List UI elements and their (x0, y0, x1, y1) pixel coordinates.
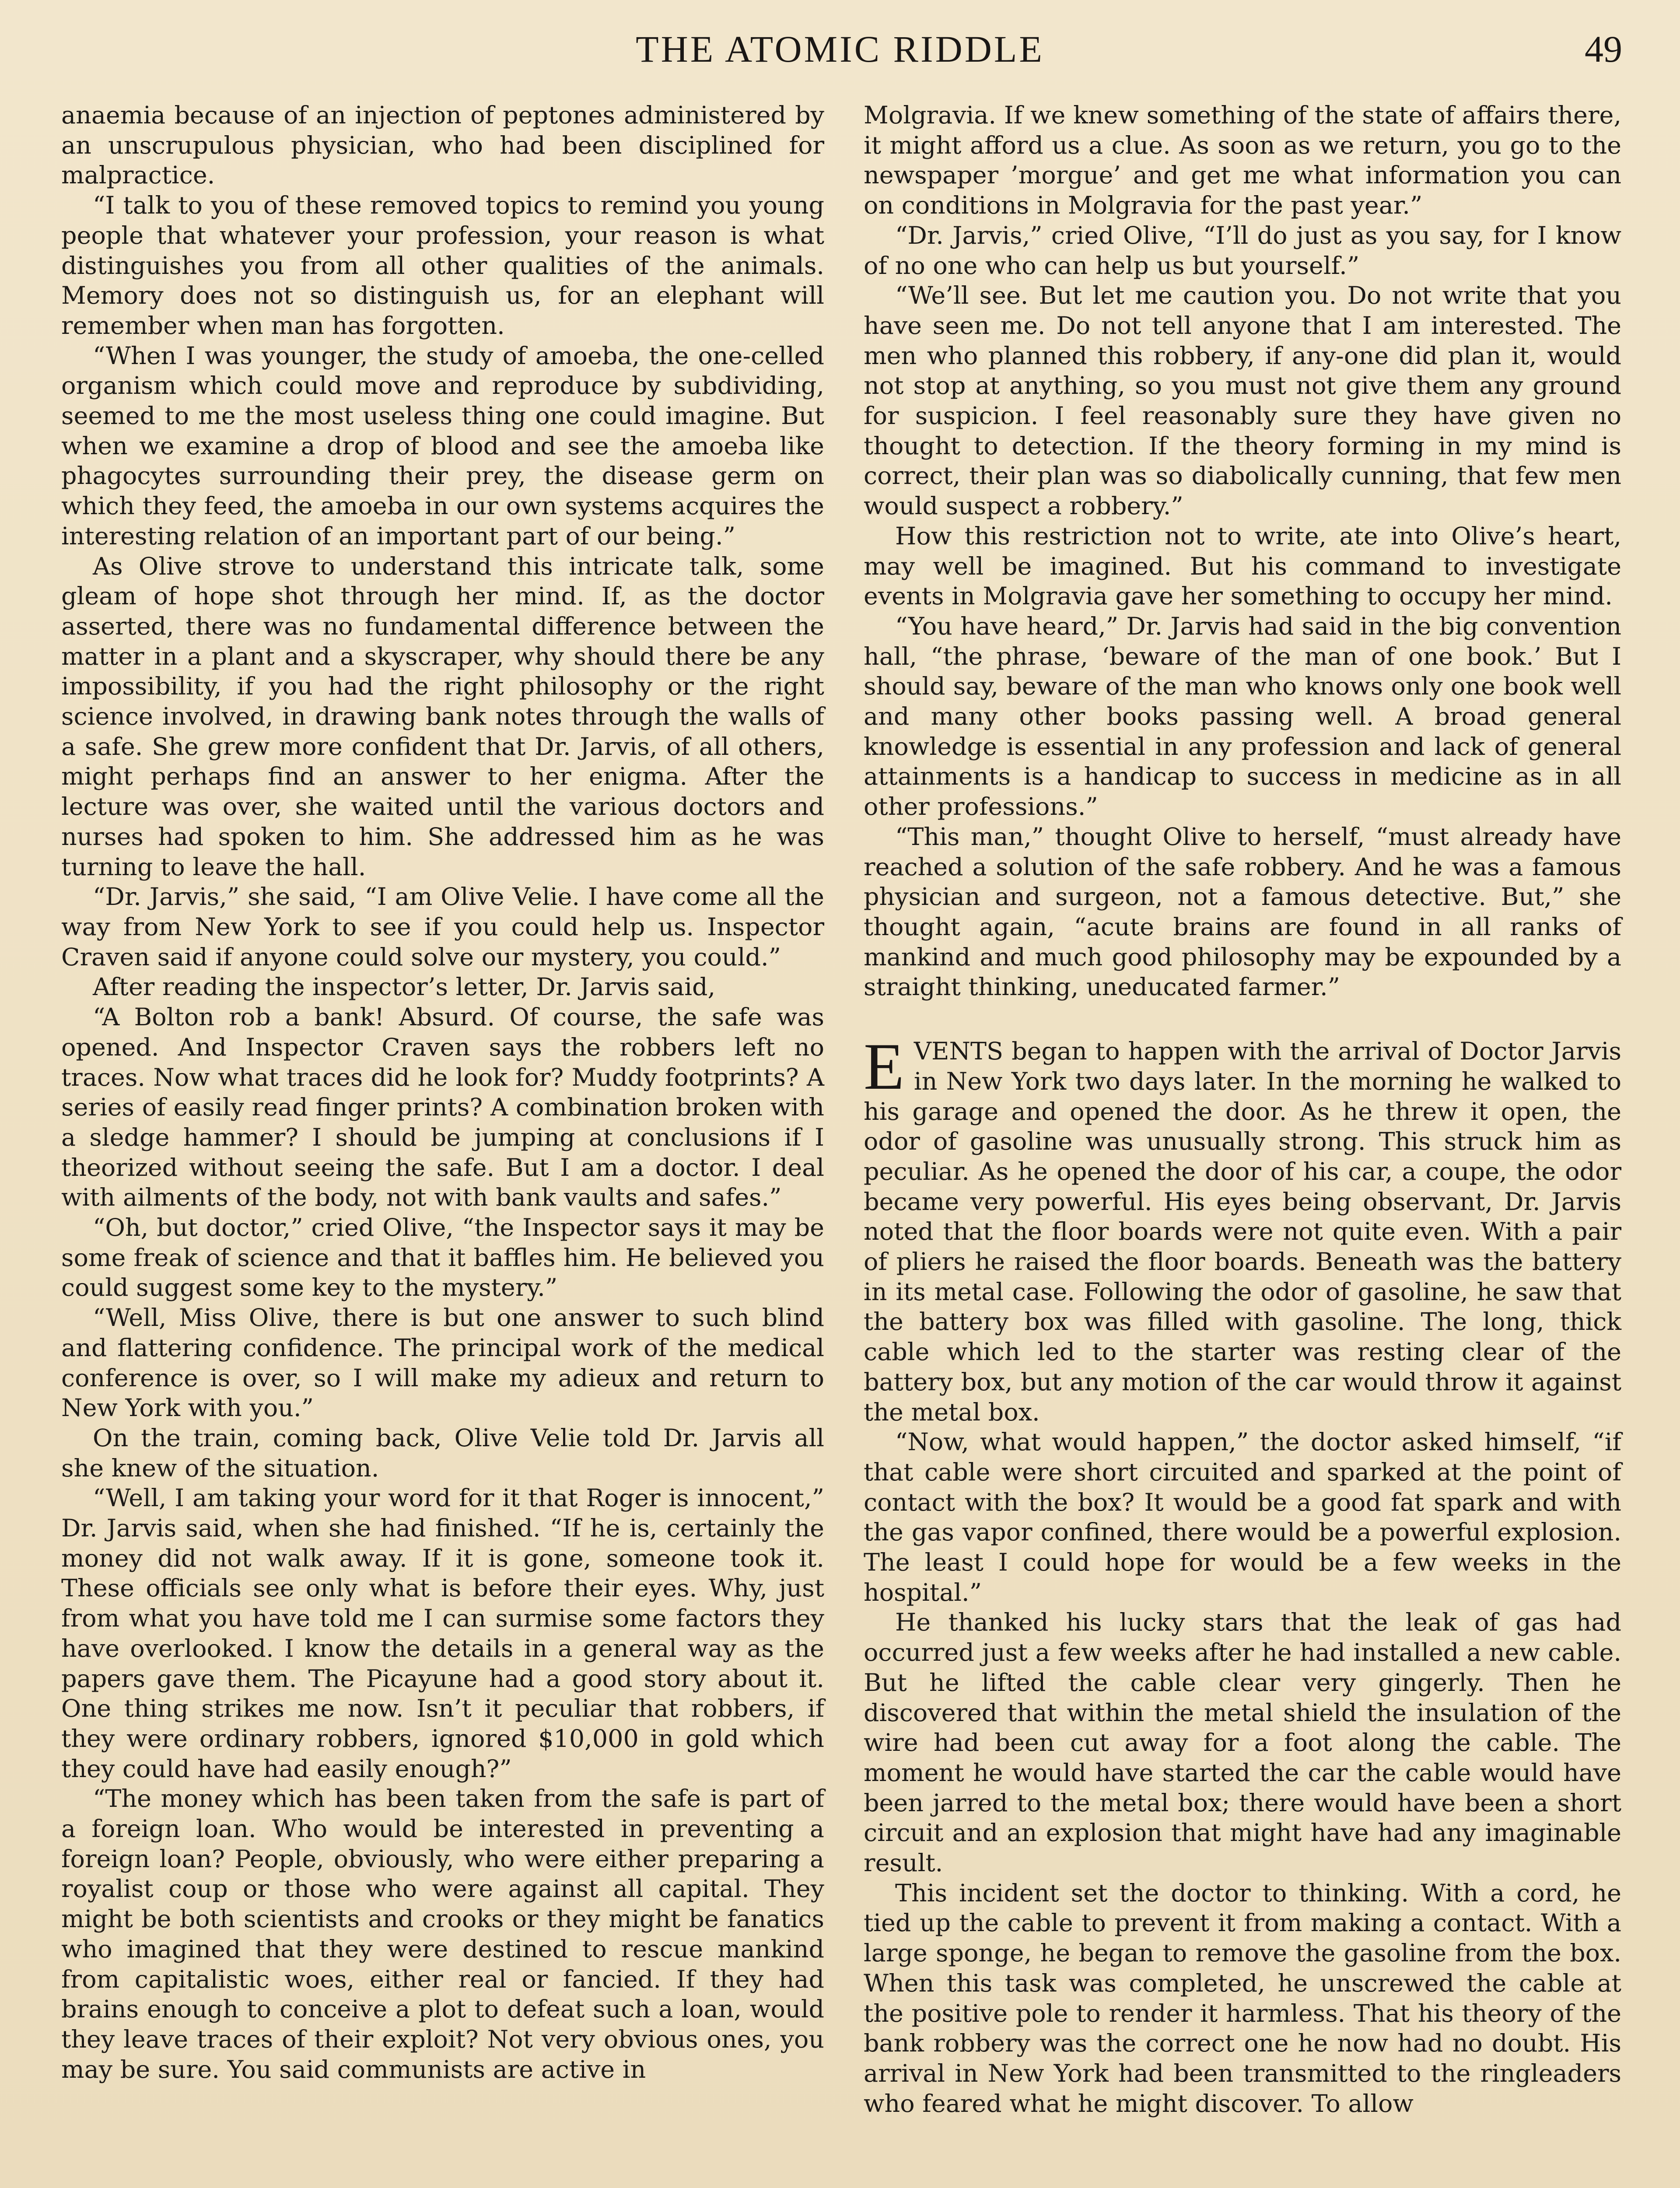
paragraph: “A Bolton rob a bank! Absurd. Of course, the safe was opened. And Inspector Craven says the robbers left no traces. Now what traces did he look for? Muddy footprints? A series of easily read finger prints? A combination broken with a sledge hammer? I should be jumping at conclusions if I theorized without seeing the safe. But I am a doctor. I deal with ailments of the body, not with bank vaults and safes.” (61, 1003, 824, 1212)
section-opening-text: VENTS began to happen with the arrival of Doctor Jarvis in New York two days later. In the morning he walked to his garage and opened the door. As he threw it open, the odor of gasoline was unusually strong. This struck him as peculiar. As he opened the door of his car, a coupe, the odor became very powerful. His eyes being observant, Dr. Jarvis noted that the floor boards were not quite even. With a pair of pliers he raised the floor boards. Beneath was the battery in its metal case. Following the odor of gasoline, he saw that the battery box was filled with gasoline. The long, thick cable which led to the starter was resting clear of the battery box, but any motion of the car would throw it against the metal box. (864, 1037, 1621, 1427)
running-title: THE ATOMIC RIDDLE (636, 28, 1044, 70)
paragraph: After reading the inspector’s letter, Dr. Jarvis said, (93, 973, 716, 1002)
paragraph: He thanked his lucky stars that the leak of gas had occurred just a few weeks after he had installed a new cable. But he lifted the cable clear very gingerly. Then he discovered that within the metal shield the insulation of the wire had been cut away for a foot along the cable. The moment he would have started the car the cable would have been jarred to the metal box; there would have been a short circuit and an explosion that might have had any imaginable result. (864, 1608, 1621, 1878)
left-column (61, 101, 824, 2085)
paragraph: “Oh, but doctor,” cried Olive, “the Inspector says it may be some freak of science and that it baffles him. He believed you could suggest some key to the mystery.” (61, 1213, 824, 1302)
section-break (864, 1003, 1621, 1037)
paragraph: “When I was younger, the study of amoeba, the one-celled organism which could move and reproduce by subdividing, seemed to me the most useless thing one could imagine. But when we examine a drop of blood and see the amoeba like phagocytes surrounding their prey, the disease germ on which they feed, the amoeba in our own systems acquires the interesting relation of an important part of our being.” (61, 341, 824, 551)
paragraph: “Dr. Jarvis,” she said, “I am Olive Velie. I have come all the way from New York to see if you could help us. Inspector Craven said if anyone could solve our mystery, you could.” (61, 883, 824, 971)
drop-cap: E (864, 1030, 904, 1104)
paragraph: As Olive strove to understand this intricate talk, some gleam of hope shot through her mind. If, as the doctor asserted, there was no fundamental difference between the matter in a plant and a skyscraper, why should there be any impossibility, if you had the right philosophy or the right science involved, in drawing bank notes through the walls of a safe. She grew more confident that Dr. Jarvis, of all others, might perhaps find an answer to her enigma. After the lecture was over, she waited until the various doctors and nurses had spoken to him. She addressed him as he was turning to leave the hall. (61, 552, 824, 881)
right-column (864, 101, 1621, 2119)
paragraph: “You have heard,” Dr. Jarvis had said in the big convention hall, “the phrase, ‘beware of the man of one book.’ But I should say, beware of the man who knows only one book well and many other books passing well. A broad general knowledge is essential in any profession and lack of general attainments is a handicap to success in medicine as in all other professions.” (864, 612, 1621, 821)
paragraph: “We’ll see. But let me caution you. Do not write that you have seen me. Do not tell anyone that I am interested. The men who planned this robbery, if any-one did plan it, would not stop at anything, so you must not give them any ground for suspicion. I feel reasonably sure they have given no thought to detection. If the theory forming in my mind is correct, their plan was so diabolically cunning, that few men would suspect a robbery.” (864, 281, 1621, 521)
page-number: 49 (1585, 28, 1622, 70)
paragraph: “I talk to you of these removed topics to remind you young people that whatever your profession, your reason is what distinguishes you from all other qualities of the animals. Memory does not so distinguish us, for an elephant will remember when man has forgotten. (61, 191, 824, 340)
paragraph: “Now, what would happen,” the doctor asked himself, “if that cable were short circuited and sparked at the point of contact with the box? It would be a good fat spark and with the gas vapor confined, there would be a powerful explosion. The least I could hope for would be a few weeks in the hospital.” (864, 1428, 1621, 1607)
section-opening-paragraph (864, 1030, 1621, 1427)
paragraph: “Well, I am taking your word for it that Roger is innocent,” Dr. Jarvis said, when she had finished. “If he is, certainly the money did not walk away. If it is gone, someone took it. These officials see only what is before their eyes. Why, just from what you have told me I can surmise some factors they have overlooked. I know the details in a general way as the papers gave them. The Picayune had a good story about it. One thing strikes me now. Isn’t it peculiar that robbers, if they were ordinary robbers, ignored $10,000 in gold which they could have had easily enough?” (61, 1484, 824, 1783)
paragraph: “The money which has been taken from the safe is part of a foreign loan. Who would be interested in preventing a foreign loan? People, obviously, who were either preparing a royalist coup or those who were against all capital. They might be both scientists and crooks or they might be fanatics who imagined that they were destined to rescue mankind from capitalistic woes, either real or fancied. If they had brains enough to conceive a plot to defeat such a loan, would they leave traces of their exploit? Not very obvious ones, you may be sure. You said communists are active in (61, 1785, 824, 2084)
paragraph: On the train, coming back, Olive Velie told Dr. Jarvis all she knew of the situation. (61, 1424, 824, 1483)
paragraph: Molgravia. If we knew something of the state of affairs there, it might afford us a clue. As soon as we return, you go to the newspaper ’morgue’ and get me what information you can on conditions in Molgravia for the past year.” (864, 101, 1621, 220)
paragraph: How this restriction not to write, ate into Olive’s heart, may well be imagined. But his command to investigate events in Molgravia gave her something to occupy her mind. (864, 522, 1621, 611)
paragraph: “This man,” thought Olive to herself, “must already have reached a solution of the safe robbery. And he was a famous physician and surgeon, not a famous detective. But,” she thought again, “acute brains are found in all ranks of mankind and much good philosophy may be expounded by a straight thinking, uneducated farmer.” (864, 822, 1621, 1002)
paragraph: “Well, Miss Olive, there is but one answer to such blind and flattering confidence. The principal work of the medical conference is over, so I will make my adieux and return to New York with you.” (61, 1304, 824, 1423)
paragraph: “Dr. Jarvis,” cried Olive, “I’ll do just as you say, for I know of no one who can help us but yourself.” (864, 221, 1621, 280)
paragraph: anaemia because of an injection of peptones administered by an unscrupulous physician, who had been disciplined for malpractice. (61, 101, 824, 190)
paragraph: This incident set the doctor to thinking. With a cord, he tied up the cable to prevent it from making a contact. With a large sponge, he began to remove the gasoline from the box. When this task was completed, he unscrewed the cable at the positive pole to render it harmless. That his theory of the bank robbery was the correct one he now had no doubt. His arrival in New York had been transmitted to the ringleaders who feared what he might discover. To allow (864, 1879, 1621, 2118)
